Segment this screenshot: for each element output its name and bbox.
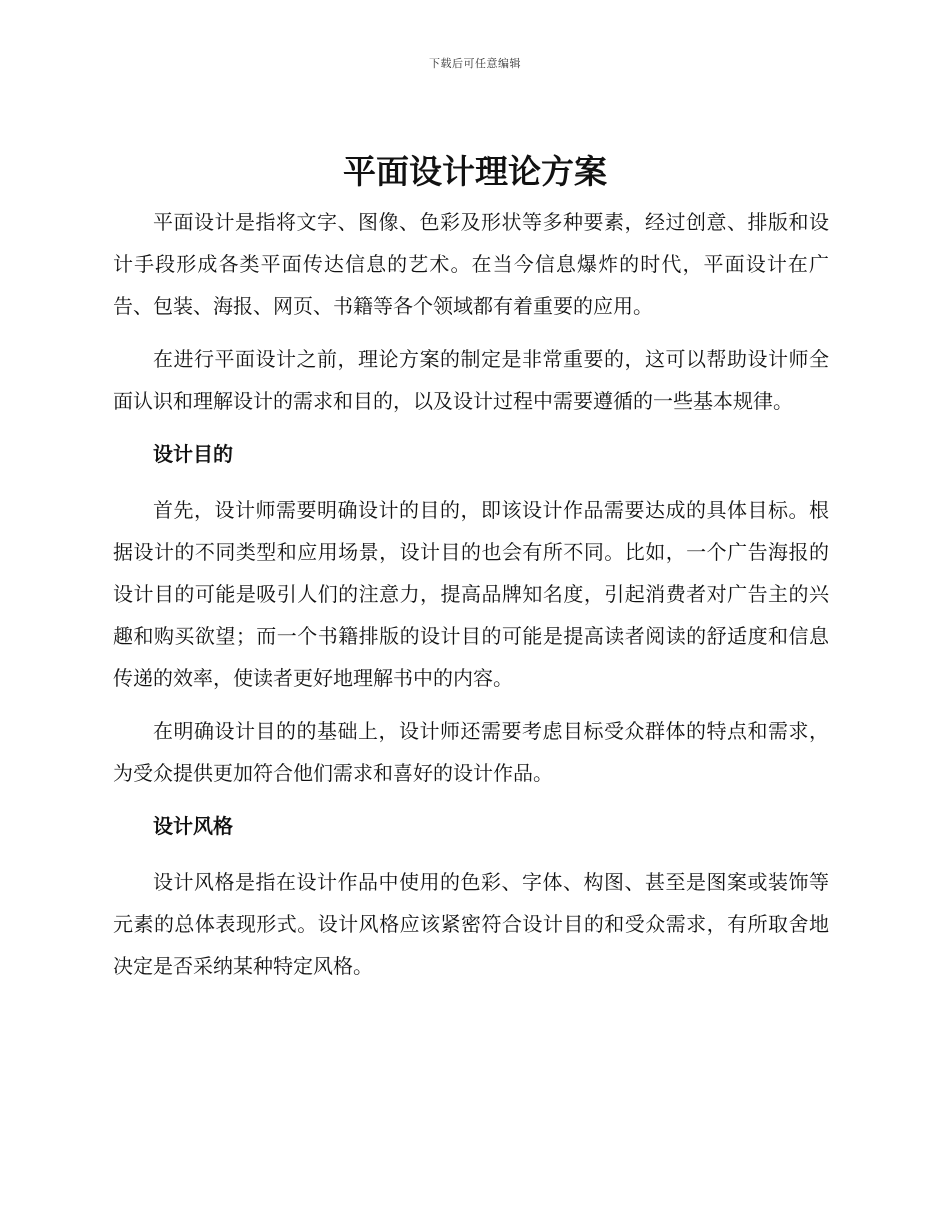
document-body: [113, 201, 829, 998]
section-paragraph: 首先，设计师需要明确设计的目的，即该设计作品需要达成的具体目标。根据设计的不同类型和应用场景，设计目的也会有所不同。比如，一个广告海报的设计目的可能是吸引人们的注意力，提高品牌知名度，引起消费者对广告主的兴趣和购买欲望；而一个书籍排版的设计目的可能是提高读者阅读的舒适度和信息传递的效率，使读者更好地理解书中的内容。: [113, 498, 829, 690]
intro-paragraph: 在进行平面设计之前，理论方案的制定是非常重要的，这可以帮助设计师全面认识和理解设计的需求和目的，以及设计过程中需要遵循的一些基本规律。: [113, 347, 829, 413]
intro-paragraph: 平面设计是指将文字、图像、色彩及形状等多种要素，经过创意、排版和设计手段形成各类平面传达信息的艺术。在当今信息爆炸的时代，平面设计在广告、包装、海报、网页、书籍等各个领域都有着重要的应用。: [113, 210, 829, 318]
section-heading-purpose: 设计目的: [153, 442, 233, 466]
section-paragraph: 设计风格是指在设计作品中使用的色彩、字体、构图、甚至是图案或装饰等元素的总体表现形式。设计风格应该紧密符合设计目的和受众需求，有所取舍地决定是否采纳某种特定风格。: [113, 870, 829, 978]
section-heading-style: 设计风格: [153, 814, 233, 838]
header-note: 下载后可任意编辑: [429, 57, 521, 70]
document-title: 平面设计理论方案: [343, 152, 607, 191]
section-paragraph: 在明确设计目的的基础上，设计师还需要考虑目标受众群体的特点和需求，为受众提供更加符合他们需求和喜好的设计作品。: [113, 719, 829, 785]
